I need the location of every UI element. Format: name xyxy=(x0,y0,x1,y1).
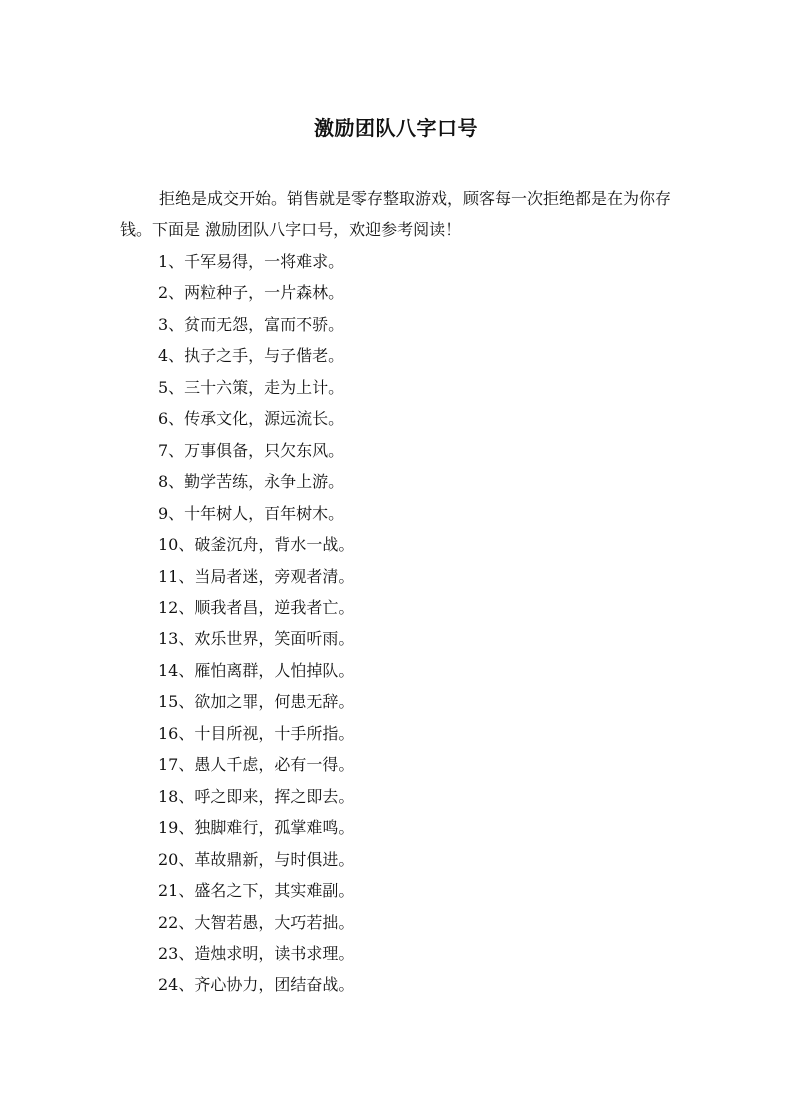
slogan-list xyxy=(158,246,354,1001)
list-item: 18、呼之即来，挥之即去。 xyxy=(158,786,355,806)
list-item: 16、十目所视，十手所指。 xyxy=(158,723,355,743)
list-item: 22、大智若愚，大巧若拙。 xyxy=(158,912,355,932)
list-item: 23、造烛求明，读书求理。 xyxy=(158,943,355,963)
list-item: 15、欲加之罪，何患无辞。 xyxy=(158,692,355,712)
list-item: 7、万事俱备，只欠东风。 xyxy=(158,440,345,460)
list-item: 2、两粒种子，一片森林。 xyxy=(158,283,345,303)
page-title: 激励团队八字口号 xyxy=(314,116,478,140)
list-item: 13、欢乐世界，笑面听雨。 xyxy=(158,629,355,649)
list-item: 17、愚人千虑，必有一得。 xyxy=(158,755,355,775)
list-item: 3、贫而无怨，富而不骄。 xyxy=(158,314,345,334)
list-item: 20、革故鼎新，与时俱进。 xyxy=(158,849,355,869)
list-item: 21、盛名之下，其实难副。 xyxy=(158,881,355,901)
list-item: 24、齐心协力，团结奋战。 xyxy=(158,975,355,995)
list-item: 6、传承文化，源远流长。 xyxy=(158,409,345,429)
list-item: 1、千军易得，一将难求。 xyxy=(158,252,345,271)
list-item: 10、破釜沉舟，背水一战。 xyxy=(158,535,355,555)
list-item: 8、勤学苦练，永争上游。 xyxy=(158,472,345,492)
list-item: 12、顺我者昌，逆我者亡。 xyxy=(158,597,355,617)
list-item: 9、十年树人，百年树木。 xyxy=(158,503,345,523)
list-item: 14、雁怕离群，人怕掉队。 xyxy=(158,660,355,680)
list-item: 11、当局者迷，旁观者清。 xyxy=(158,566,355,586)
list-item: 4、执子之手，与子偕老。 xyxy=(158,346,345,366)
list-item: 19、独脚难行，孤掌难鸣。 xyxy=(158,818,355,838)
intro-paragraph: 拒绝是成交开始。销售就是零存整取游戏，顾客每一次拒绝都是在为你存钱。下面是 激励团队八字口号，欢迎参考阅读！ xyxy=(120,189,672,239)
list-item: 5、三十六策，走为上计。 xyxy=(158,377,345,397)
